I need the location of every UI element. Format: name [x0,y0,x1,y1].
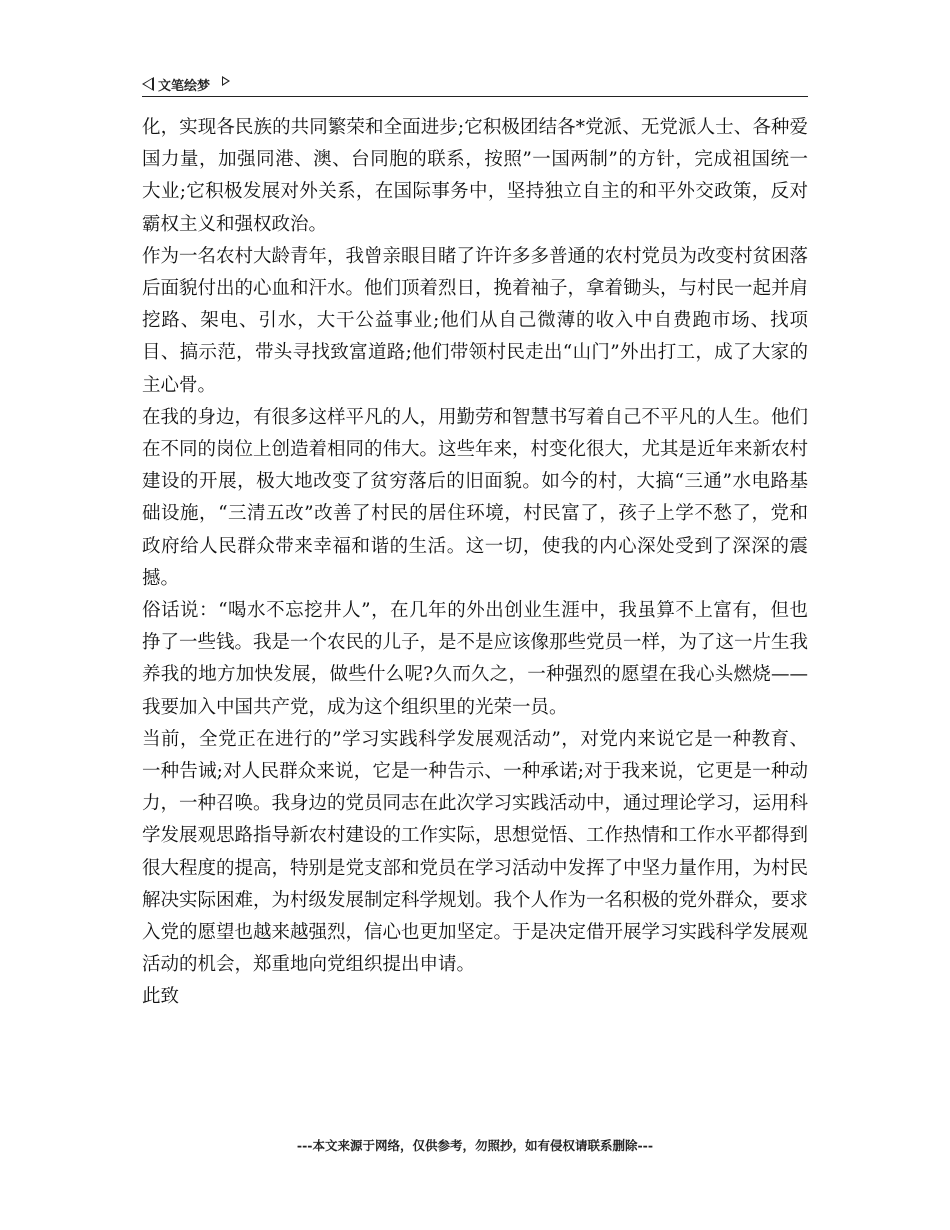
paragraph: 作为一名农村大龄青年，我曾亲眼目睹了许许多多普通的农村党员为改变村贫困落后面貌付出的心血和汗水。他们顶着烈日，挽着袖子，拿着锄头，与村民一起并肩挖路、架电、引水，大干公益事业;他们从自己微薄的收入中自费跑市场、找项目、搞示范，带头寻找致富道路;他们带领村民走出“山门”外出打工，成了大家的主心骨。 [142,245,809,396]
paragraph: 在我的身边，有很多这样平凡的人，用勤劳和智慧书写着自己不平凡的人生。他们在不同的岗位上创造着相同的伟大。这些年来，村变化很大，尤其是近年来新农村建设的开展，极大地改变了贫穷落后的旧面貌。如今的村，大搞“三通”水电路基础设施，“三清五改”改善了村民的居住环境，村民富了，孩子上学不愁了，党和政府给人民群众带来幸福和谐的生活。这一切，使我的内心深处受到了深深的震撼。 [142,406,809,589]
triangle-left-icon [142,77,154,91]
page-header [142,72,808,97]
paragraph: 化，实现各民族的共同繁荣和全面进步;它积极团结各*党派、无党派人士、各种爱国力量，加强同港、澳、台同胞的联系，按照”一国两制”的方针，完成祖国统一大业;它积极发展对外关系，在国际事务中，坚持独立自主的和平外交政策，反对霸权主义和强权政治。 [142,117,808,235]
paragraph: 俗话说：“喝水不忘挖井人”，在几年的外出创业生涯中，我虽算不上富有，但也挣了一些钱。我是一个农民的儿子，是不是应该像那些党员一样，为了这一片生我养我的地方加快发展，做些什么呢?久而久之，一种强烈的愿望在我心头燃烧——我要加入中国共产党，成为这个组织里的光荣一员。 [142,600,809,718]
document-body [142,112,808,1014]
header-title: 文笔绘梦 [158,78,211,94]
page-footer-disclaimer: ---本文来源于网络，仅供参考，勿照抄，如有侵权请联系删除--- [296,1138,654,1153]
triangle-right-icon [222,76,230,86]
paragraph: 当前，全党正在进行的”学习实践科学发展观活动”，对党内来说它是一种教育、一种告诫;对人民群众来说，它是一种告示、一种承诺;对于我来说，它更是一种动力，一种召唤。我身边的党员同志在此次学习实践活动中，通过理论学习，运用科学发展观思路指导新农村建设的工作实际，思想觉悟、工作热情和工作水平都得到很大程度的提高，特别是党支部和党员在学习活动中发挥了中坚力量作用，为村民解决实际困难，为村级发展制定科学规划。我个人作为一名积极的党外群众，要求入党的愿望也越来越强烈，信心也更加坚定。于是决定借开展学习实践科学发展观活动的机会，郑重地向党组织提出申请。 [142,728,809,976]
closing-salutation: 此致 [142,986,180,1008]
